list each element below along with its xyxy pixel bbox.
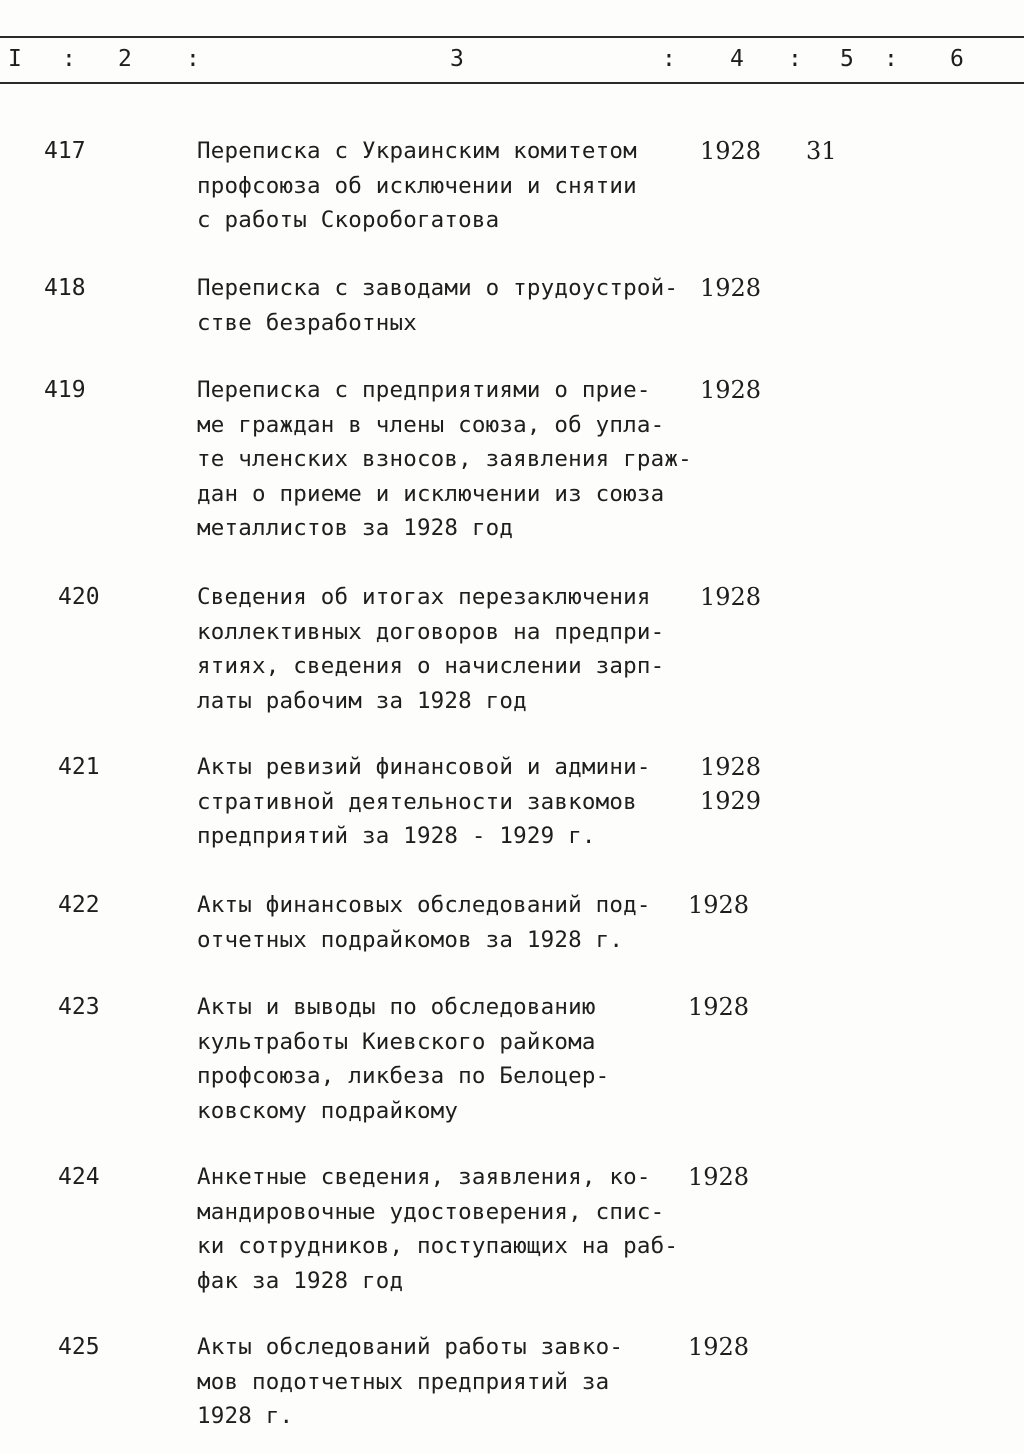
header-bottom-rule (0, 82, 1024, 84)
header-col-3: 3 (450, 46, 464, 72)
entry-years: 1928 (700, 274, 762, 302)
header-col-1: I (8, 46, 22, 72)
entry-years: 1928 (688, 891, 750, 919)
entry-number: 419 (44, 377, 86, 403)
entry-title: Анкетные сведения, заявления, ко- мандировочные удостоверения, спис- ки сотрудников, поступающих на раб- фак за 1928 год (197, 1164, 679, 1294)
entry-title: Переписка с Украинским комитетом профсоюза об исключении и снятии с работы Скоробогатова (197, 138, 637, 233)
entry-title: Акты обследований работы завко- мов подотчетных предприятий за 1928 г. (197, 1334, 624, 1429)
header-separator: : (62, 46, 76, 72)
header-col-2: 2 (118, 46, 132, 72)
header-separator: : (788, 46, 802, 72)
entry-title: Акты и выводы по обследованию культработы Киевского райкома профсоюза, ликбеза по Белоцер- ковскому подрайкому (197, 994, 610, 1124)
header-separator: : (186, 46, 200, 72)
entry-sheets: 31 (806, 137, 837, 165)
entry-title: Сведения об итогах перезаключения коллективных договоров на предпри- ятиях, сведения о начислении зарп- латы рабочим за 1928 год (197, 584, 665, 714)
entry-number: 425 (58, 1334, 100, 1360)
entry-title: Акты ревизий финансовой и админи- стративной деятельности завкомов предприятий за 1928 - 1929 г. (197, 754, 651, 849)
entry-title: Акты финансовых обследований под- отчетных подрайкомов за 1928 г. (197, 892, 651, 953)
header-separator: : (884, 46, 898, 72)
entry-years: 1928 (700, 583, 762, 611)
entry-number: 420 (58, 584, 100, 610)
header-col-5: 5 (840, 46, 854, 72)
entry-years: 1928 (700, 137, 762, 165)
entry-years: 1928 (688, 993, 750, 1021)
entry-title: Переписка с заводами о трудоустрой- стве безработных (197, 275, 679, 336)
entry-number: 424 (58, 1164, 100, 1190)
header-separator: : (662, 46, 676, 72)
entry-years: 1928 1929 (700, 753, 762, 815)
entry-number: 422 (58, 892, 100, 918)
entry-number: 421 (58, 754, 100, 780)
entry-number: 418 (44, 275, 86, 301)
entry-years: 1928 (688, 1163, 750, 1191)
header-top-rule (0, 36, 1024, 38)
entry-number: 417 (44, 138, 86, 164)
entry-years: 1928 (688, 1333, 750, 1361)
header-col-4: 4 (730, 46, 744, 72)
entry-years: 1928 (700, 376, 762, 404)
entry-number: 423 (58, 994, 100, 1020)
entry-title: Переписка с предприятиями о прие- ме граждан в члены союза, об упла- те членских взносов, заявления граж- дан о приеме и исключении из союза металлистов за 1928 год (197, 377, 692, 541)
header-col-6: 6 (950, 46, 964, 72)
